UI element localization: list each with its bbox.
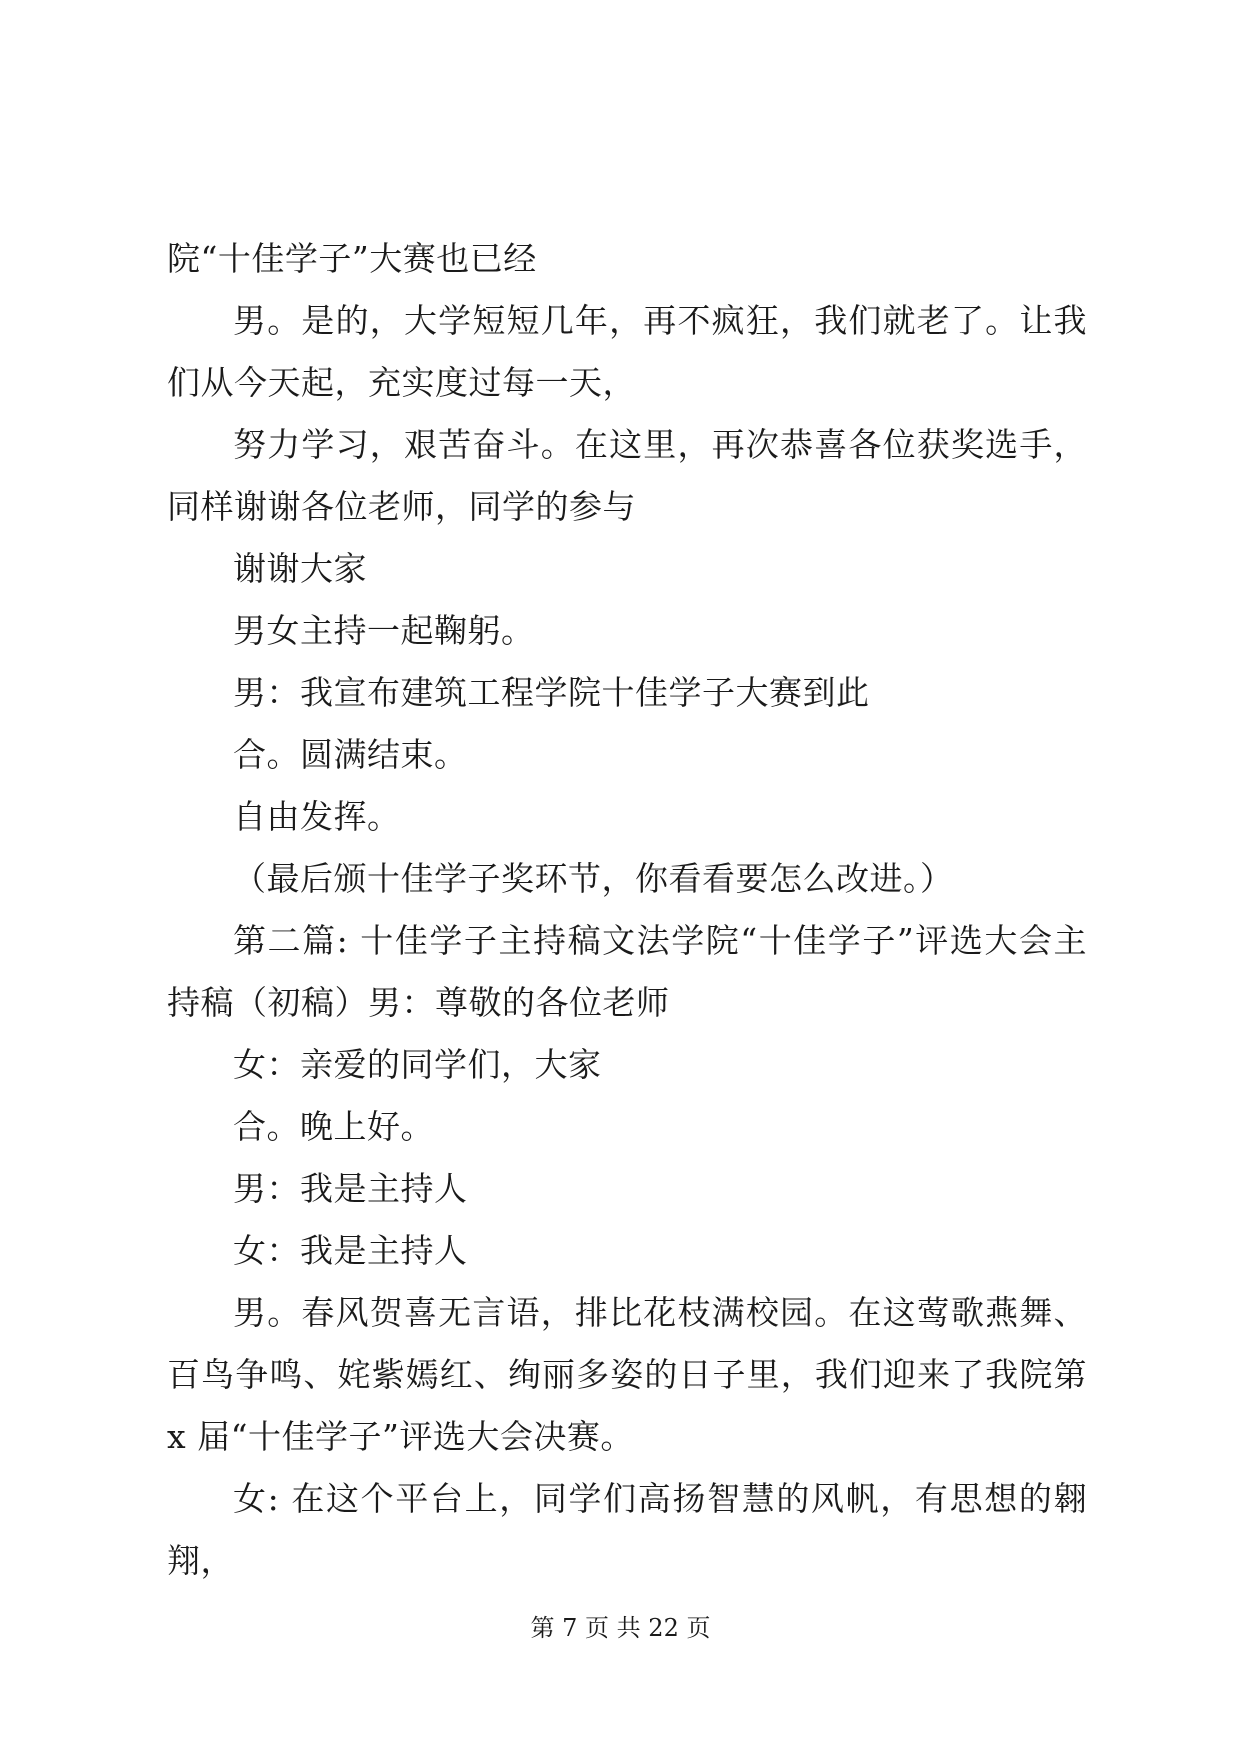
paragraph: 合。晚上好。 (233, 1107, 434, 1146)
paragraph: 女: 在这个平台上，同学们高扬智慧的风帆，有思想的翱翔， (167, 1479, 1087, 1580)
paragraph: 男：我宣布建筑工程学院十佳学子大赛到此 (233, 673, 870, 712)
paragraph: 女：我是主持人 (233, 1231, 468, 1270)
paragraph: 合。圆满结束。 (233, 735, 468, 774)
paragraph: 努力学习，艰苦奋斗。在这里，再次恭喜各位获奖选手，同样谢谢各位老师，同学的参与 (167, 425, 1087, 526)
paragraph: 第二篇: 十佳学子主持稿文法学院“十佳学子”评选大会主持稿（初稿）男：尊敬的各位老师 (167, 921, 1087, 1022)
page-footer: 第 7 页 共 22 页 (530, 1614, 711, 1642)
paragraph: 男女主持一起鞠躬。 (233, 611, 535, 650)
paragraph: 男。春风贺喜无言语，排比花枝满校园。在这莺歌燕舞、百鸟争鸣、姹紫嫣红、绚丽多姿的日子里，我们迎来了我院第 x 届“十佳学子”评选大会决赛。 (167, 1293, 1087, 1456)
paragraph: （最后颁十佳学子奖环节，你看看要怎么改进。） (233, 859, 954, 898)
paragraph: 院“十佳学子”大赛也已经 (167, 239, 537, 278)
paragraph: 女：亲爱的同学们，大家 (233, 1045, 602, 1084)
paragraph: 自由发挥。 (233, 797, 401, 836)
paragraph: 男：我是主持人 (233, 1169, 468, 1208)
document-body (167, 228, 1087, 1592)
paragraph: 谢谢大家 (233, 549, 367, 588)
paragraph: 男。是的，大学短短几年，再不疯狂，我们就老了。让我们从今天起，充实度过每一天， (167, 301, 1087, 402)
